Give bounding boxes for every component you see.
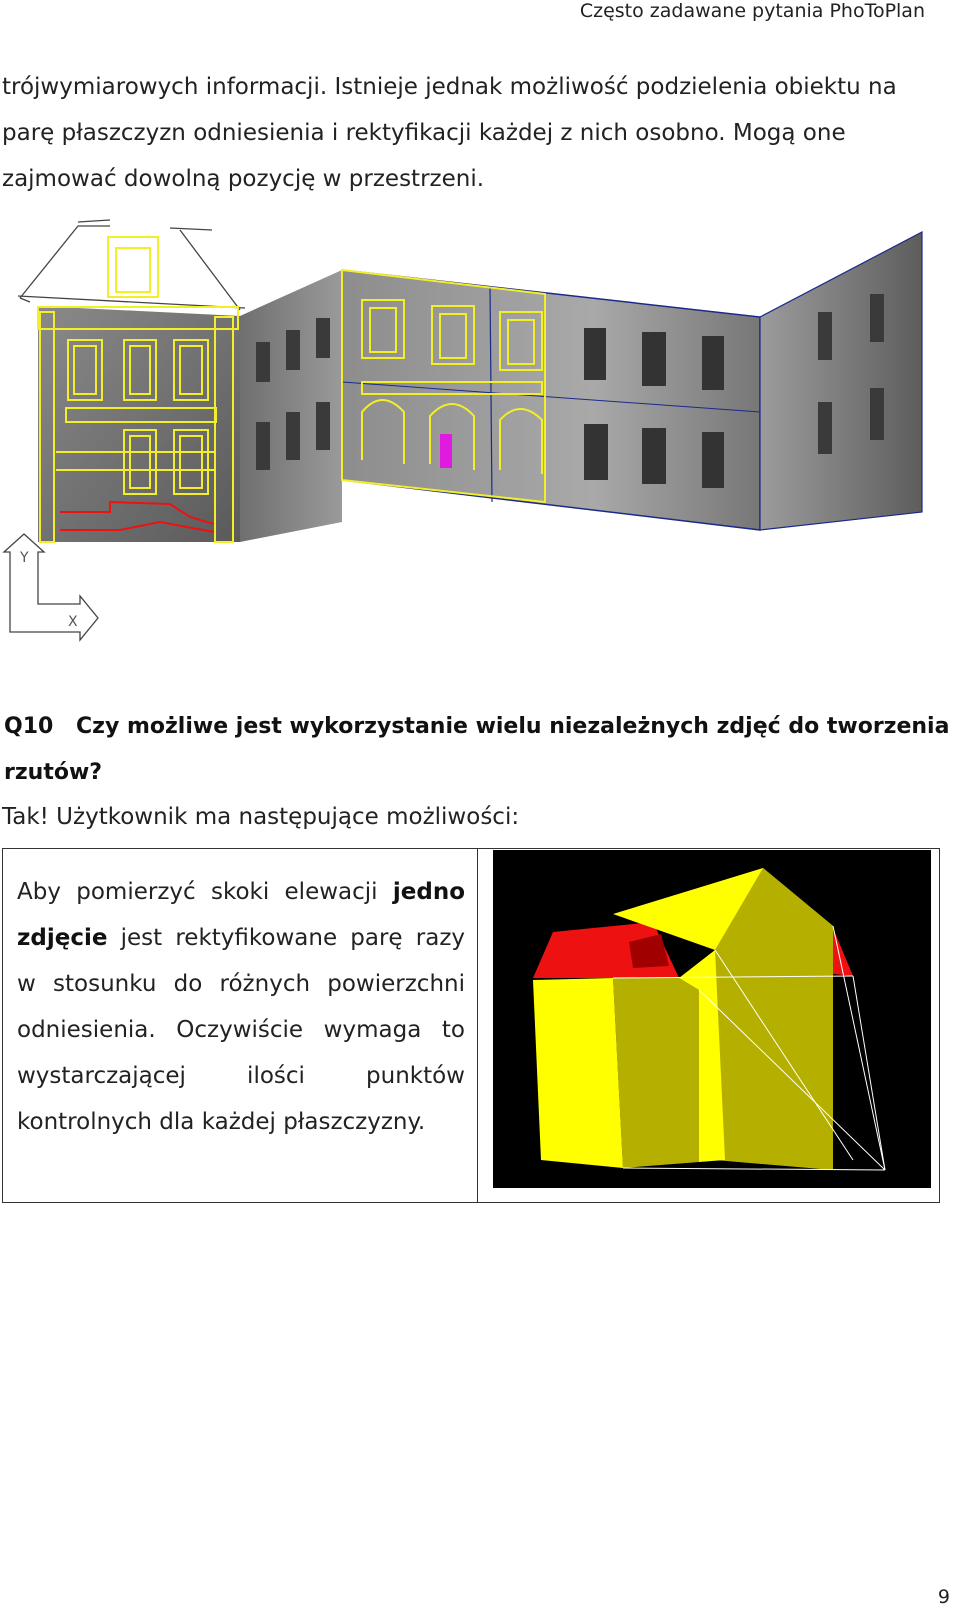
question-text: Czy możliwe jest wykorzystanie wielu niezależnych zdjęć do tworzenia: [76, 714, 950, 739]
intro-line: trójwymiarowych informacji. Istnieje jednak możliwość podzielenia obiektu na: [2, 74, 897, 100]
question-number: Q10: [4, 714, 54, 739]
left-facade: [38, 237, 240, 542]
intro-paragraph: [2, 64, 947, 202]
answer-text: Tak! Użytkownik ma następujące możliwości:: [2, 804, 520, 830]
page-number: 9: [937, 1586, 950, 1608]
table-line: wystarczającej ilości punktów: [17, 1063, 465, 1089]
axis-symbol: [4, 534, 98, 640]
table-line: w stosunku do różnych powierzchni: [17, 971, 465, 997]
question-line: rzutów?: [4, 760, 103, 785]
table-line: odniesienia. Oczywiście wymaga to: [17, 1017, 465, 1043]
table-line: kontrolnych dla każdej płaszczyzny.: [17, 1109, 426, 1135]
table-line-bold: zdjęcie: [17, 925, 108, 951]
question-heading: [4, 704, 949, 796]
page-header: Często zadawane pytania PhoToPlan: [579, 0, 925, 22]
table-line: [17, 915, 465, 961]
table-text: [17, 869, 465, 1145]
right-facade: [760, 232, 922, 530]
table-line: [17, 869, 465, 915]
building-3d-model-figure: [493, 850, 931, 1188]
facade-rectification-figure: [0, 212, 960, 662]
intro-line: zajmować dowolną pozycję w przestrzeni.: [2, 166, 485, 192]
question-line: [4, 704, 949, 750]
axis-x-label: X: [68, 614, 78, 630]
side-facade: [240, 270, 342, 542]
middle-facade: [342, 270, 760, 530]
table-line-text: Aby pomierzyć skoki elewacji: [17, 879, 393, 905]
table-line-text: jest rektyfikowane parę razy: [107, 925, 465, 951]
intro-line: parę płaszczyzn odniesienia i rektyfikacji każdej z nich osobno. Mogą one: [2, 120, 846, 146]
table-line-bold: jedno: [392, 879, 465, 905]
axis-y-label: Y: [20, 550, 29, 566]
